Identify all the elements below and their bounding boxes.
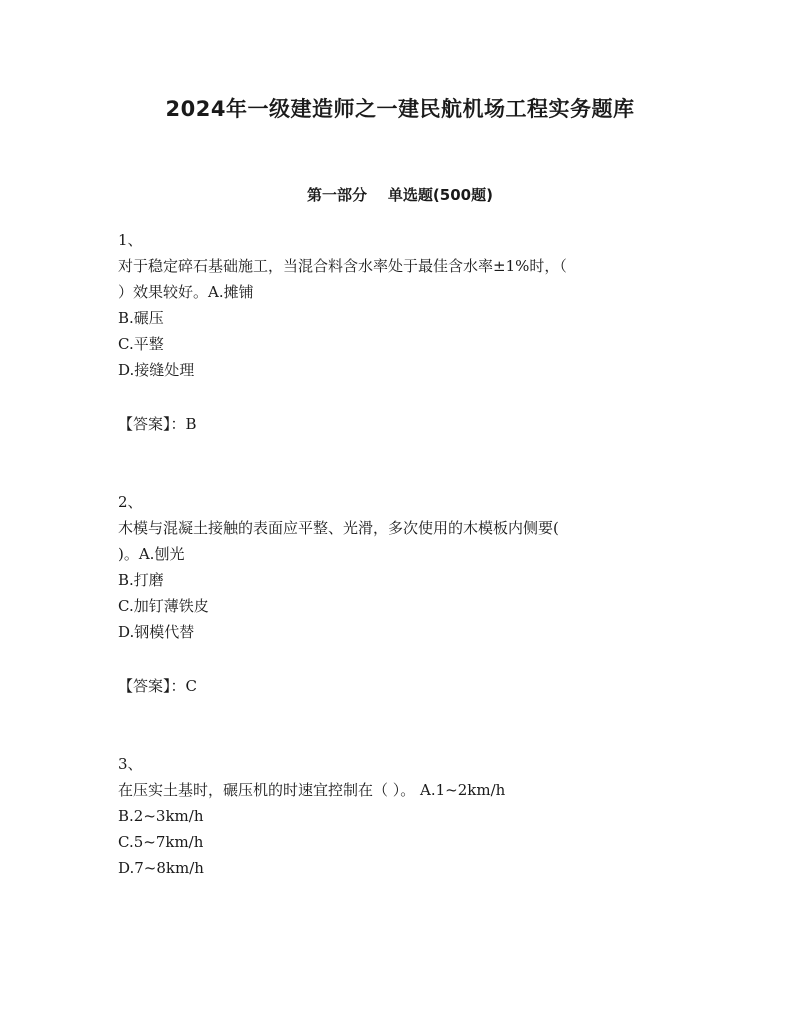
document-title: 2024年一级建造师之一建民航机场工程实务题库 xyxy=(165,97,635,121)
option-d: D.接缝处理 xyxy=(118,361,195,379)
option-c: C.平整 xyxy=(118,335,164,353)
answer-line: 【答案】：C xyxy=(118,677,197,695)
question-list xyxy=(118,227,688,881)
question-stem-line: 木模与混凝土接触的表面应平整、光滑，多次使用的木模板内侧要( xyxy=(118,519,559,537)
question-spacer xyxy=(118,437,688,489)
option-d: D.钢模代替 xyxy=(118,623,195,641)
question-stem-line: 在压实土基时，碾压机的时速宜控制在（ ）。 A.1~2km/h xyxy=(118,781,506,799)
question-number: 1、 xyxy=(118,231,143,249)
question-stem-line: )。A.刨光 xyxy=(118,545,185,563)
option-c: C.加钉薄铁皮 xyxy=(118,597,209,615)
answer-line: 【答案】：B xyxy=(118,415,197,433)
option-b: B.碾压 xyxy=(118,309,164,327)
section-heading: 第一部分 单选题(500题) xyxy=(307,186,493,204)
question-2 xyxy=(118,489,688,699)
question-stem-line: 对于稳定碎石基础施工，当混合料含水率处于最佳含水率±1%时，（ xyxy=(118,257,567,275)
question-number: 3、 xyxy=(118,755,143,773)
question-3 xyxy=(118,751,688,881)
option-b: B.2~3km/h xyxy=(118,807,204,825)
question-number: 2、 xyxy=(118,493,143,511)
option-b: B.打磨 xyxy=(118,571,164,589)
option-d: D.7~8km/h xyxy=(118,859,204,877)
option-c: C.5~7km/h xyxy=(118,833,204,851)
question-stem-line: ）效果较好。A.摊铺 xyxy=(118,283,254,301)
question-spacer xyxy=(118,699,688,751)
question-1 xyxy=(118,227,688,437)
